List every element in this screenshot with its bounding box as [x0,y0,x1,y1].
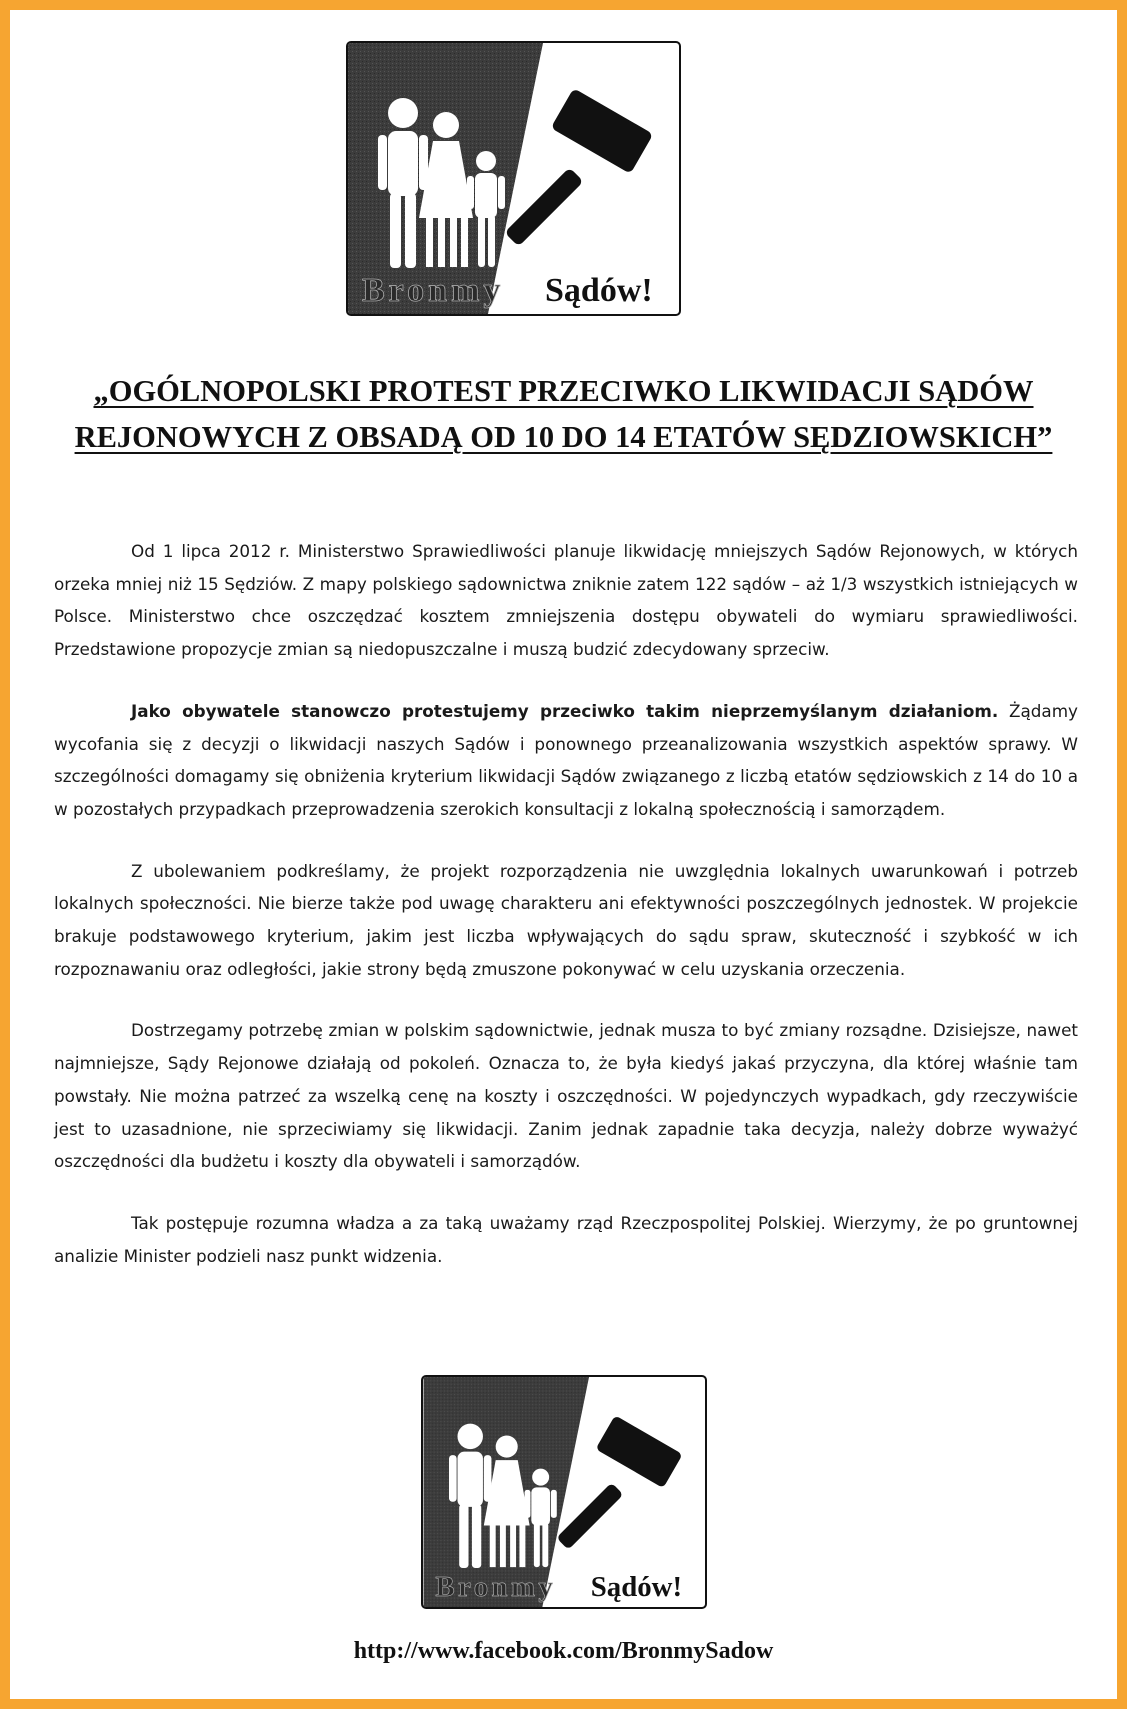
family-and-gavel-logo-icon [348,43,679,314]
paragraph-5: Tak postępuje rozumna władza a za taką uważamy rząd Rzeczpospolitej Polskiej. Wierzymy, że po gruntownej analizie Minister podzieli nasz punkt widzenia. [54,1212,1078,1266]
paragraph-2-bold: Jako obywatele stanowczo protestujemy przeciwko takim nieprzemyślanym działaniom. [131,700,999,721]
paragraph-2-rest: Żądamy wycofania się z decyzji o likwidacji naszych Sądów i ponownego przeanalizowania wszystkich aspektów sprawy. W szczególności domagamy się obniżenia kryterium likwidacji Sądów związanego z liczbą etatów sędziowskich z 14 do 10 a w pozostałych przypadkach przeprowadzenia szerokich konsultacji z lokalną społecznością i samorządem. [54,700,1078,819]
logo-text-right: Sądów! [545,272,653,309]
logo-text-right: Sądów! [590,1570,683,1603]
bronmy-sadow-logo-top [346,41,681,316]
paragraph-4: Dostrzegamy potrzebę zmian w polskim sądownictwie, jednak musza to być zmiany rozsądne. Dzisiejsze, nawet najmniejsze, Sądy Rejonowe działają od pokoleń. Oznacza to, że była kiedyś jakaś przyczyna, dla której właśnie tam powstały. Nie można patrzeć za wszelką cenę na koszty i oszczędności. W pojedynczych wypadkach, gdy rzeczywiście jest to uzasadnione, nie sprzeciwiamy się likwidacji. Zanim jednak zapadnie taka decyzja, należy dobrze wyważyć oszczędności dla budżetu i koszty dla obywateli i samorządów. [54,1020,1078,1172]
paragraph-3: Z ubolewaniem podkreślamy, że projekt rozporządzenia nie uwzględnia lokalnych uwarunkowań i potrzeb lokalnych społeczności. Nie bierze także pod uwagę charakteru ani efektywności poszczególnych jednostek. W projekcie brakuje podstawowego kryterium, jakim jest liczba wpływających do sądu spraw, skuteczność i szybkość w ich rozpoznawaniu oraz odległości, jakie strony będą zmuszone pokonywać w celu uzyskania orzeczenia. [54,860,1078,979]
document-page [10,10,1117,1699]
title-line-1: „OGÓLNOPOLSKI PROTEST PRZECIWKO LIKWIDACJI SĄDÓW [93,374,1034,408]
footer-url: http://www.facebook.com/BronmySadow [353,1638,774,1664]
family-and-gavel-logo-icon [423,1377,705,1607]
paragraph-2 [54,695,1078,826]
paragraph-1: Od 1 lipca 2012 r. Ministerstwo Sprawiedliwości planuje likwidację mniejszych Sądów Rejonowych, w których orzeka mniej niż 15 Sędziów. Z mapy polskiego sądownictwa zniknie zatem 122 sądów – aż 1/3 wszystkich istniejących w Polsce. Ministerstwo chce oszczędzać kosztem zmniejszenia dostępu obywateli do wymiaru sprawiedliwości. Przedstawione propozycje zmian są niedopuszczalne i muszą budzić zdecydowany sprzeciw. [54,541,1078,660]
document-body [54,535,1078,1272]
logo-text-left: Bronmy [435,1570,557,1603]
document-title [50,368,1077,460]
bronmy-sadow-logo-bottom [421,1375,707,1609]
title-line-2: REJONOWYCH Z OBSADĄ OD 10 DO 14 ETATÓW SĘDZIOWSKICH” [74,420,1053,454]
logo-text-left: Bronmy [362,272,505,309]
